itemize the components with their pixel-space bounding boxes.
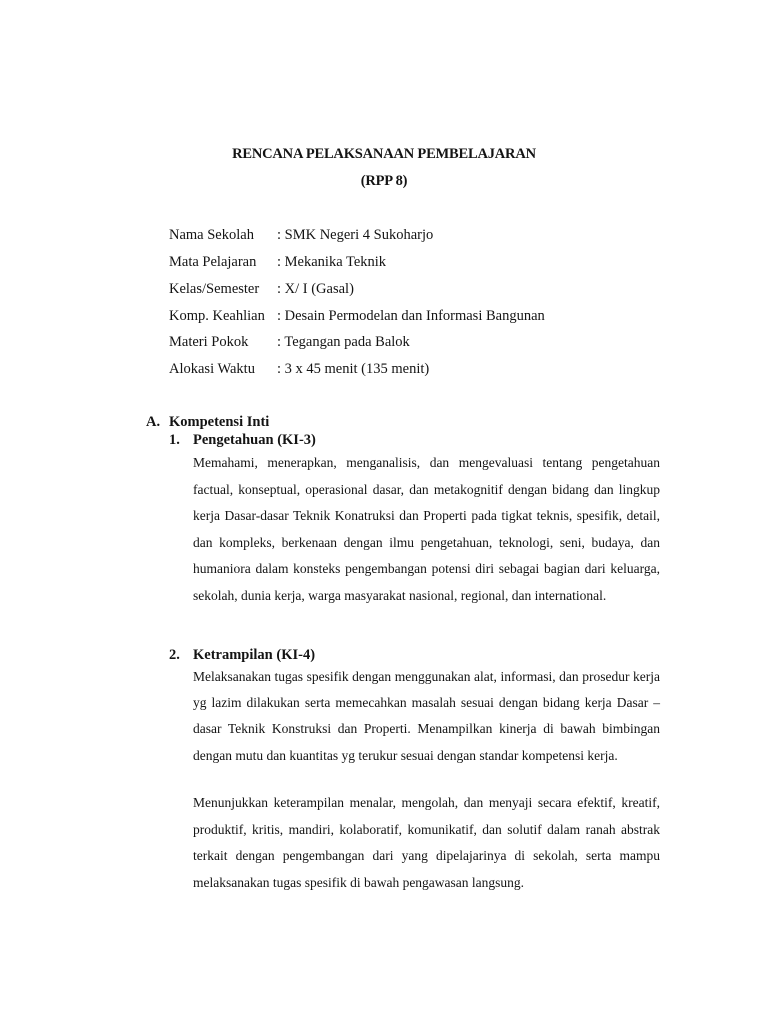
section-a-title: Kompetensi Inti <box>169 414 270 430</box>
document-title: RENCANA PELAKSANAAN PEMBELAJARAN <box>232 146 536 162</box>
identity-value: : Desain Permodelan dan Informasi Bangunan <box>277 308 545 324</box>
identity-label: Komp. Keahlian <box>169 308 265 324</box>
section-a-marker: A. <box>146 414 161 430</box>
document-subtitle: (RPP 8) <box>360 173 408 189</box>
item-1-title: Pengetahuan (KI-3) <box>193 432 316 448</box>
identity-value: : 3 x 45 menit (135 menit) <box>277 361 430 377</box>
identity-value: : Tegangan pada Balok <box>277 334 410 350</box>
identity-value: : Mekanika Teknik <box>277 254 387 270</box>
identity-label: Materi Pokok <box>169 334 249 350</box>
item-1-paragraph: Memahami, menerapkan, menganalisis, dan mengevaluasi tentang pengetahuan factual, konseptual, operasional dasar, dan metakognitif dengan bidang dan lingkup kerja Dasar-dasar Teknik Konatruksi dan Properti pada tigkat teknis, spesifik, detail, dan kompleks, berkenaan dengan ilmu pengetahuan, teknologi, seni, budaya, dan humaniora dalam konsteks pengembangan potensi diri sebagai bagian dari keluarga, sekolah, dunia kerja, warga masyarakat nasional, regional, dan international. <box>193 455 660 603</box>
identity-label: Alokasi Waktu <box>169 361 255 377</box>
identity-label: Kelas/Semester <box>169 281 260 297</box>
identity-label: Mata Pelajaran <box>169 254 257 270</box>
item-2-paragraph-2: Menunjukkan keterampilan menalar, mengolah, dan menyaji secara efektif, kreatif, produktif, kritis, mandiri, kolaboratif, komunikatif, dan solutif dalam ranah abstrak terkait dengan pengembangan dari yang dipelajarinya di sekolah, serta mampu melaksanakan tugas spesifik di bawah pengawasan langsung. <box>193 795 660 890</box>
identity-value: : SMK Negeri 4 Sukoharjo <box>277 227 434 243</box>
identity-value: : X/ I (Gasal) <box>277 281 354 297</box>
item-2-title: Ketrampilan (KI-4) <box>193 647 316 663</box>
identity-label: Nama Sekolah <box>169 227 254 243</box>
item-2-paragraph: Melaksanakan tugas spesifik dengan menggunakan alat, informasi, dan prosedur kerja yg lazim dilakukan serta memecahkan masalah sesuai dengan bidang kerja Dasar – dasar Teknik Konstruksi dan Properti. Menampilkan kinerja di bawah bimbingan dengan mutu dan kuantitas yg terukur sesuai dengan standar kompetensi kerja. <box>193 669 660 763</box>
item-1-marker: 1. <box>169 432 180 448</box>
item-2-marker: 2. <box>169 647 180 663</box>
